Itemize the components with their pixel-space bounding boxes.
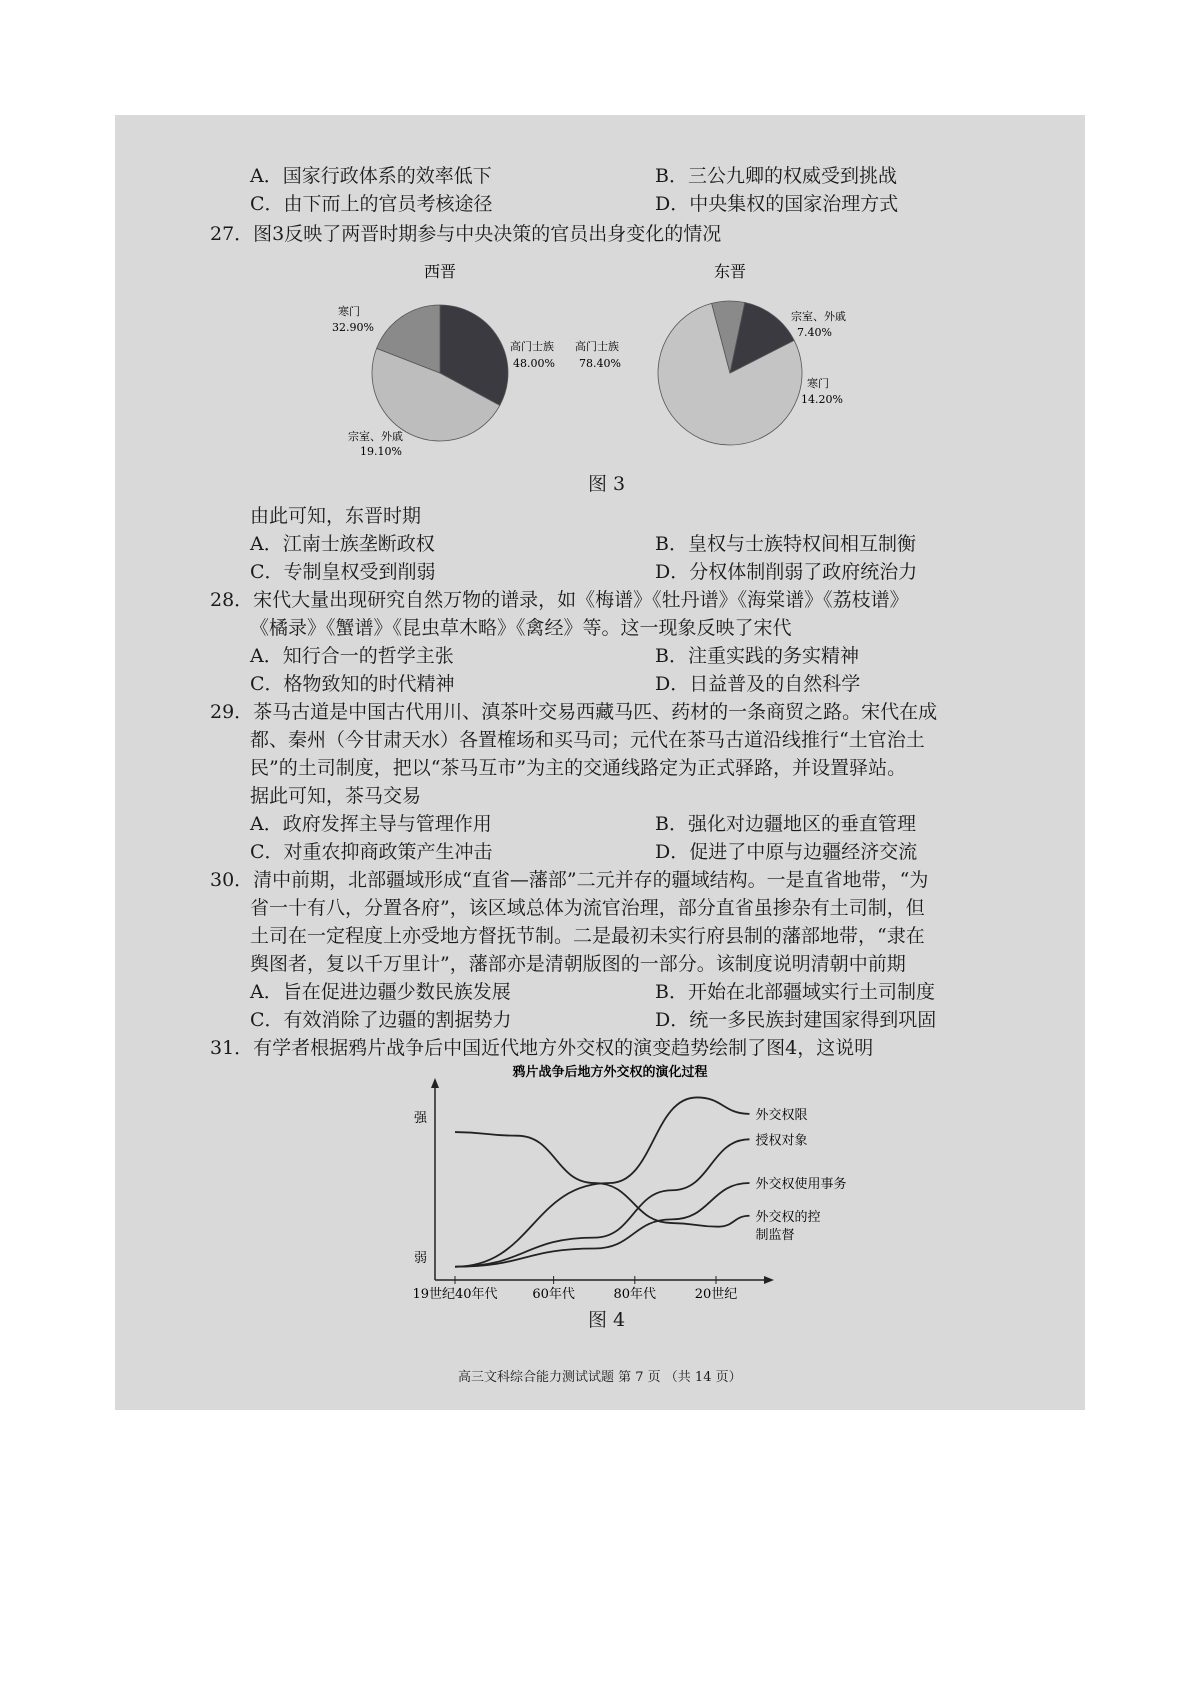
page-footer: 高三文科综合能力测试试题 第 7 页 （共 14 页） [458, 1370, 742, 1385]
pie-title-eastern-jin: 东晋 [713, 262, 747, 281]
x-tick-label-3: 20世纪 [694, 1287, 738, 1302]
y-axis-arrow [431, 1078, 439, 1088]
q31-stem: 31．有学者根据鸦片战争后中国近代地方外交权的演变趋势绘制了图4，这说明 [210, 1037, 874, 1059]
q27-option-c: C．专制皇权受到削弱 [250, 561, 436, 583]
pie-label-zongshi-east: 宗室、外戚 [791, 310, 846, 323]
q29-option-d: D．促进了中原与边疆经济交流 [655, 841, 918, 863]
q28-option-a: A．知行合一的哲学主张 [250, 645, 454, 667]
q28-line-1: 28．宋代大量出现研究自然万物的谱录，如《梅谱》《牡丹谱》《海棠谱》《荔枝谱》 [210, 589, 909, 611]
series-label-3-1: 制监督 [755, 1227, 795, 1243]
series-label-1-0: 授权对象 [755, 1133, 808, 1149]
q30-line-1: 30．清中前期，北部疆域形成“直省—藩部”二元并存的疆域结构。一是直省地带，“为 [210, 869, 929, 891]
x-axis-arrow [764, 1276, 774, 1284]
q29-line-4: 据此可知，茶马交易 [250, 785, 422, 807]
q30-option-b: B．开始在北部疆域实行土司制度 [655, 981, 935, 1003]
pie-title-western-jin: 西晋 [423, 262, 457, 281]
x-tick-label-2: 80年代 [613, 1287, 657, 1302]
q30-line-3: 土司在一定程度上亦受地方督抚节制。二是最初未实行府县制的藩部地带，“隶在 [250, 925, 925, 947]
q27-option-a: A．江南士族垄断政权 [250, 533, 435, 555]
q29-line-1: 29．茶马古道是中国古代用川、滇茶叶交易西藏马匹、药材的一条商贸之路。宋代在成 [210, 701, 938, 723]
q27-followup: 由此可知，东晋时期 [250, 505, 422, 527]
q29-option-a: A．政府发挥主导与管理作用 [250, 813, 492, 835]
q29-option-c: C．对重农抑商政策产生冲击 [250, 841, 493, 863]
pie-value-zongshi-east: 7.40% [797, 326, 832, 339]
pie-label-hanmen-east: 寒门 [807, 377, 829, 390]
q26-option-c: C．由下而上的官员考核途径 [250, 193, 493, 215]
q26-option-d: D．中央集权的国家治理方式 [655, 193, 899, 215]
pie-value-zongshi-west: 19.10% [360, 445, 402, 458]
series-line-3 [455, 1132, 750, 1227]
q28-option-b: B．注重实践的务实精神 [655, 645, 859, 667]
q30-line-2: 省一十有八，分置各府”，该区域总体为流官治理，部分直省虽掺杂有土司制，但 [250, 897, 925, 919]
pie-value-hanmen-west: 32.90% [332, 321, 374, 334]
pie-label-gaomen-east: 高门士族 [575, 340, 619, 353]
q27-option-d: D．分权体制削弱了政府统治力 [655, 561, 918, 583]
x-tick-label-0: 19世纪40年代 [412, 1287, 498, 1302]
pie-label-hanmen-west: 寒门 [338, 305, 360, 318]
x-tick-label-1: 60年代 [532, 1287, 575, 1302]
q30-line-4: 舆图者，复以千万里计”，藩部亦是清朝版图的一部分。该制度说明清朝中前期 [250, 953, 906, 975]
q26-option-a: A．国家行政体系的效率低下 [250, 165, 492, 187]
q29-line-3: 民”的土司制度，把以“茶马互市”为主的交通线路定为正式驿路，并设置驿站。 [250, 757, 907, 779]
line-chart-diplomacy [400, 1062, 847, 1302]
q30-option-c: C．有效消除了边疆的割据势力 [250, 1009, 512, 1031]
pie-chart-eastern-jin [575, 255, 885, 455]
q28-option-c: C．格物致知的时代精神 [250, 673, 455, 695]
q27-option-b: B．皇权与士族特权间相互制衡 [655, 533, 916, 555]
line-chart-title: 鸦片战争后地方外交权的演化过程 [512, 1065, 708, 1080]
series-label-3-0: 外交权的控 [755, 1209, 821, 1225]
q29-line-2: 都、秦州（今甘肃天水）各置榷场和买马司；元代在茶马古道沿线推行“土官治土 [250, 729, 925, 751]
pie-value-hanmen-east: 14.20% [801, 393, 843, 406]
series-label-2-0: 外交权使用事务 [755, 1177, 847, 1192]
q28-option-d: D．日益普及的自然科学 [655, 673, 861, 695]
q30-option-a: A．旨在促进边疆少数民族发展 [250, 981, 511, 1003]
q29-option-b: B．强化对边疆地区的垂直管理 [655, 813, 916, 835]
pie-value-gaomen-west: 48.00% [513, 357, 555, 370]
y-label-strong: 强 [414, 1111, 428, 1126]
q27-stem: 27．图3反映了两晋时期参与中央决策的官员出身变化的情况 [210, 223, 722, 245]
pie-label-gaomen-west: 高门士族 [510, 340, 554, 353]
q30-option-d: D．统一多民族封建国家得到巩固 [655, 1009, 937, 1031]
pie-chart-western-jin [330, 255, 560, 458]
series-label-0-0: 外交权限 [755, 1107, 808, 1123]
y-label-weak: 弱 [414, 1251, 428, 1266]
q28-line-2: 《橘录》《蟹谱》《昆虫草木略》《禽经》等。这一现象反映了宋代 [250, 617, 792, 639]
pie-value-gaomen-east: 78.40% [579, 357, 621, 370]
series-line-0 [455, 1097, 750, 1266]
figure-3-caption: 图 3 [588, 473, 626, 495]
figure-4-caption: 图 4 [588, 1309, 626, 1331]
pie-label-zongshi-west: 宗室、外戚 [348, 430, 403, 443]
q26-option-b: B．三公九卿的权威受到挑战 [655, 165, 897, 187]
